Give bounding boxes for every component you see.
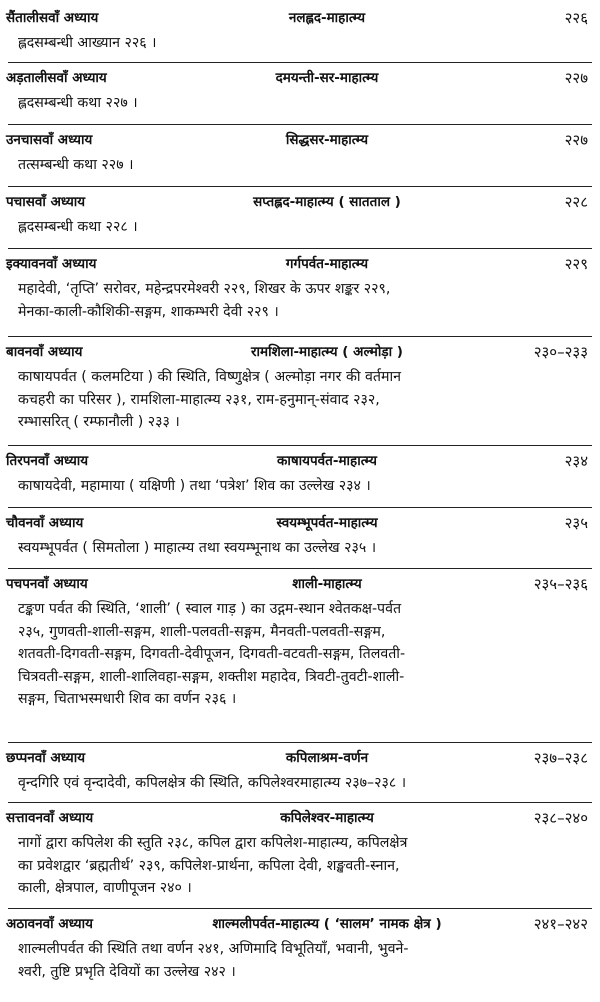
chapter-label: सैंतालीसवाँ अध्याय [6,10,99,26]
section-divider [8,742,592,743]
page-range: २३०–२३३ [533,343,588,361]
chapter-description [18,832,590,900]
chapter-label: बावनवाँ अध्याय [6,344,83,360]
page-range: २३७–२३८ [533,749,588,767]
description-line: वृन्दगिरि एवं वृन्दादेवी, कपिलक्षेत्र की स्थिति, कपिलेश्वरमाहात्म्य २३७–२३८ । [18,775,407,791]
chapter-description [18,598,590,711]
description-line: टङ्कण पर्वत की स्थिति, ‘शाली’ ( स्वाल गाड़ ) का उद्गम-स्थान श्वेतकक्ष-पर्वत [18,601,402,617]
page-range: २२८ [564,193,588,211]
description-line: सङ्गम, चिताभस्मधारी शिव का वर्णन २३६ । [18,691,237,708]
toc-entry-header [6,451,588,473]
toc-entry-header [6,68,588,90]
toc-entry-header [6,342,588,364]
page-range: २२९ [564,255,588,273]
section-divider [8,124,592,125]
toc-entry-header [6,808,588,830]
description-line: काषायपर्वत ( कलमटिया ) की स्थिति, विष्णुक्षेत्र ( अल्मोड़ा नगर की वर्तमान [18,369,402,385]
page-range: २२६ [564,9,588,27]
page-range: २३५–२३६ [533,575,588,593]
chapter-label: अड़तालीसवाँ अध्याय [6,70,107,86]
description-line: ह्लदसम्बन्धी कथा २२७ । [18,95,138,111]
chapter-description [18,475,590,498]
page-range: २२७ [564,69,588,87]
chapter-label: इक्यावनवाँ अध्याय [6,256,97,272]
chapter-label: उनचासवाँ अध्याय [6,132,93,148]
section-divider [8,908,592,909]
chapter-description [18,216,590,239]
page-range: २३८–२४० [533,809,588,827]
section-divider [8,186,592,187]
description-line: चित्रवती-सङ्गम, शाली-शालिवहा-सङ्गम, शक्तीश महादेव, त्रिवटी-तुवटी-शाली- [18,668,405,685]
chapter-label: सत्तावनवाँ अध्याय [6,810,94,826]
description-line: ह्लदसम्बन्धी कथा २२८ । [18,219,138,235]
chapter-label: चौवनवाँ अध्याय [6,515,84,531]
description-line: शाल्मलीपर्वत की स्थिति तथा वर्णन २४१, अणिमादि विभूतियाँ, भवानी, भुवने- [18,941,409,957]
toc-entry-header [6,8,588,30]
description-line: स्वयम्भूपर्वत ( सिमतोला ) माहात्म्य तथा स्वयम्भूनाथ का उल्लेख २३५ । [18,540,377,556]
toc-entry-header [6,748,588,770]
description-line: काली, क्षेत्रपाल, वाणीपूजन २४० । [18,880,192,897]
description-line: नागों द्वारा कपिलेश की स्तुति २३८, कपिल द्वारा कपिलेश-माहात्म्य, कपिलक्षेत्र [18,835,408,851]
chapter-title: शाल्मलीपर्वत-माहात्म्य ( ‘सालम’ नामक क्षेत्र ) [212,916,442,932]
chapter-description [18,32,590,55]
chapter-description [18,938,590,983]
description-line: श्वरी, तुष्टि प्रभृति देवियों का उल्लेख २४२ । [18,963,236,980]
chapter-description [18,92,590,115]
section-divider [8,336,592,337]
section-divider [8,802,592,803]
toc-entry-header [6,254,588,276]
chapter-label: पचपनवाँ अध्याय [6,576,88,592]
chapter-description [18,366,590,434]
chapter-description [18,278,590,323]
page-range: २४१–२४२ [533,915,588,933]
toc-entry-header [6,914,588,936]
chapter-label: अठावनवाँ अध्याय [6,916,93,932]
description-line: कचहरी का परिसर ), रामशिला-माहात्म्य २३१, राम-हनुमान्-संवाद २३२, [18,391,380,408]
chapter-description [18,154,590,177]
section-divider [8,445,592,446]
chapter-title: काषायपर्वत-माहात्म्य [277,453,377,469]
page-range: २२७ [564,131,588,149]
section-divider [8,248,592,249]
chapter-title: रामशिला-माहात्म्य ( अल्मोड़ा ) [251,344,403,360]
description-line: का प्रवेशद्वार ‘ब्रह्मतीर्थ’ २३९, कपिलेश-प्रार्थना, कपिला देवी, शङ्खवती-स्नान, [18,857,400,874]
chapter-title: कपिलेश्वर-माहात्म्य [280,810,374,826]
chapter-title: कपिलाश्रम-वर्णन [285,750,369,766]
description-line: रम्भासरित् ( रम्फानौली ) २३३ । [18,414,180,431]
chapter-description [18,537,590,560]
chapter-title: गर्गपर्वत-माहात्म्य [285,256,369,272]
chapter-title: दमयन्ती-सर-माहात्म्य [275,70,379,86]
chapter-label: तिरपनवाँ अध्याय [6,453,89,469]
description-line: काषायदेवी, महामाया ( यक्षिणी ) तथा ‘पत्रेश’ शिव का उल्लेख २३४ । [18,478,371,494]
chapter-description [18,772,590,795]
description-line: महादेवी, ‘तृप्ति’ सरोवर, महेन्द्रपरमेश्वरी २२९, शिखर के ऊपर शङ्कर २२९, [18,281,391,297]
chapter-title: स्वयम्भूपर्वत-माहात्म्य [276,515,378,531]
description-line: २३५, गुणवती-शाली-सङ्गम, शाली-पलवती-सङ्गम, मैनवती-पलवती-सङ्गम, [18,623,386,640]
chapter-label: पचासवाँ अध्याय [6,194,86,210]
chapter-label: छप्पनवाँ अध्याय [6,750,86,766]
description-line: शतवती-दिगवती-सङ्गम, दिगवती-देवीपूजन, दिगवती-वटवती-सङ्गम, तिलवती- [18,646,406,663]
chapter-title: शाली-माहात्म्य [292,576,362,592]
toc-entry-header [6,574,588,596]
chapter-title: सिद्धसर-माहात्म्य [285,132,369,148]
section-divider [8,62,592,63]
toc-entry-header [6,513,588,535]
description-line: तत्सम्बन्धी कथा २२७ । [18,157,134,173]
toc-entry-header [6,130,588,152]
description-line: मेनका-काली-कौशिकी-सङ्गम, शाकम्भरी देवी २२९ । [18,303,279,320]
section-divider [8,568,592,569]
page-range: २३५ [564,514,588,532]
toc-entry-header [6,192,588,214]
description-line: ह्लदसम्बन्धी आख्यान २२६ । [18,35,157,51]
chapter-title: सप्तह्लद-माहात्म्य ( सातताल ) [253,194,401,210]
section-divider [8,507,592,508]
chapter-title: नलह्लद-माहात्म्य [288,10,366,26]
page-range: २३४ [564,452,588,470]
